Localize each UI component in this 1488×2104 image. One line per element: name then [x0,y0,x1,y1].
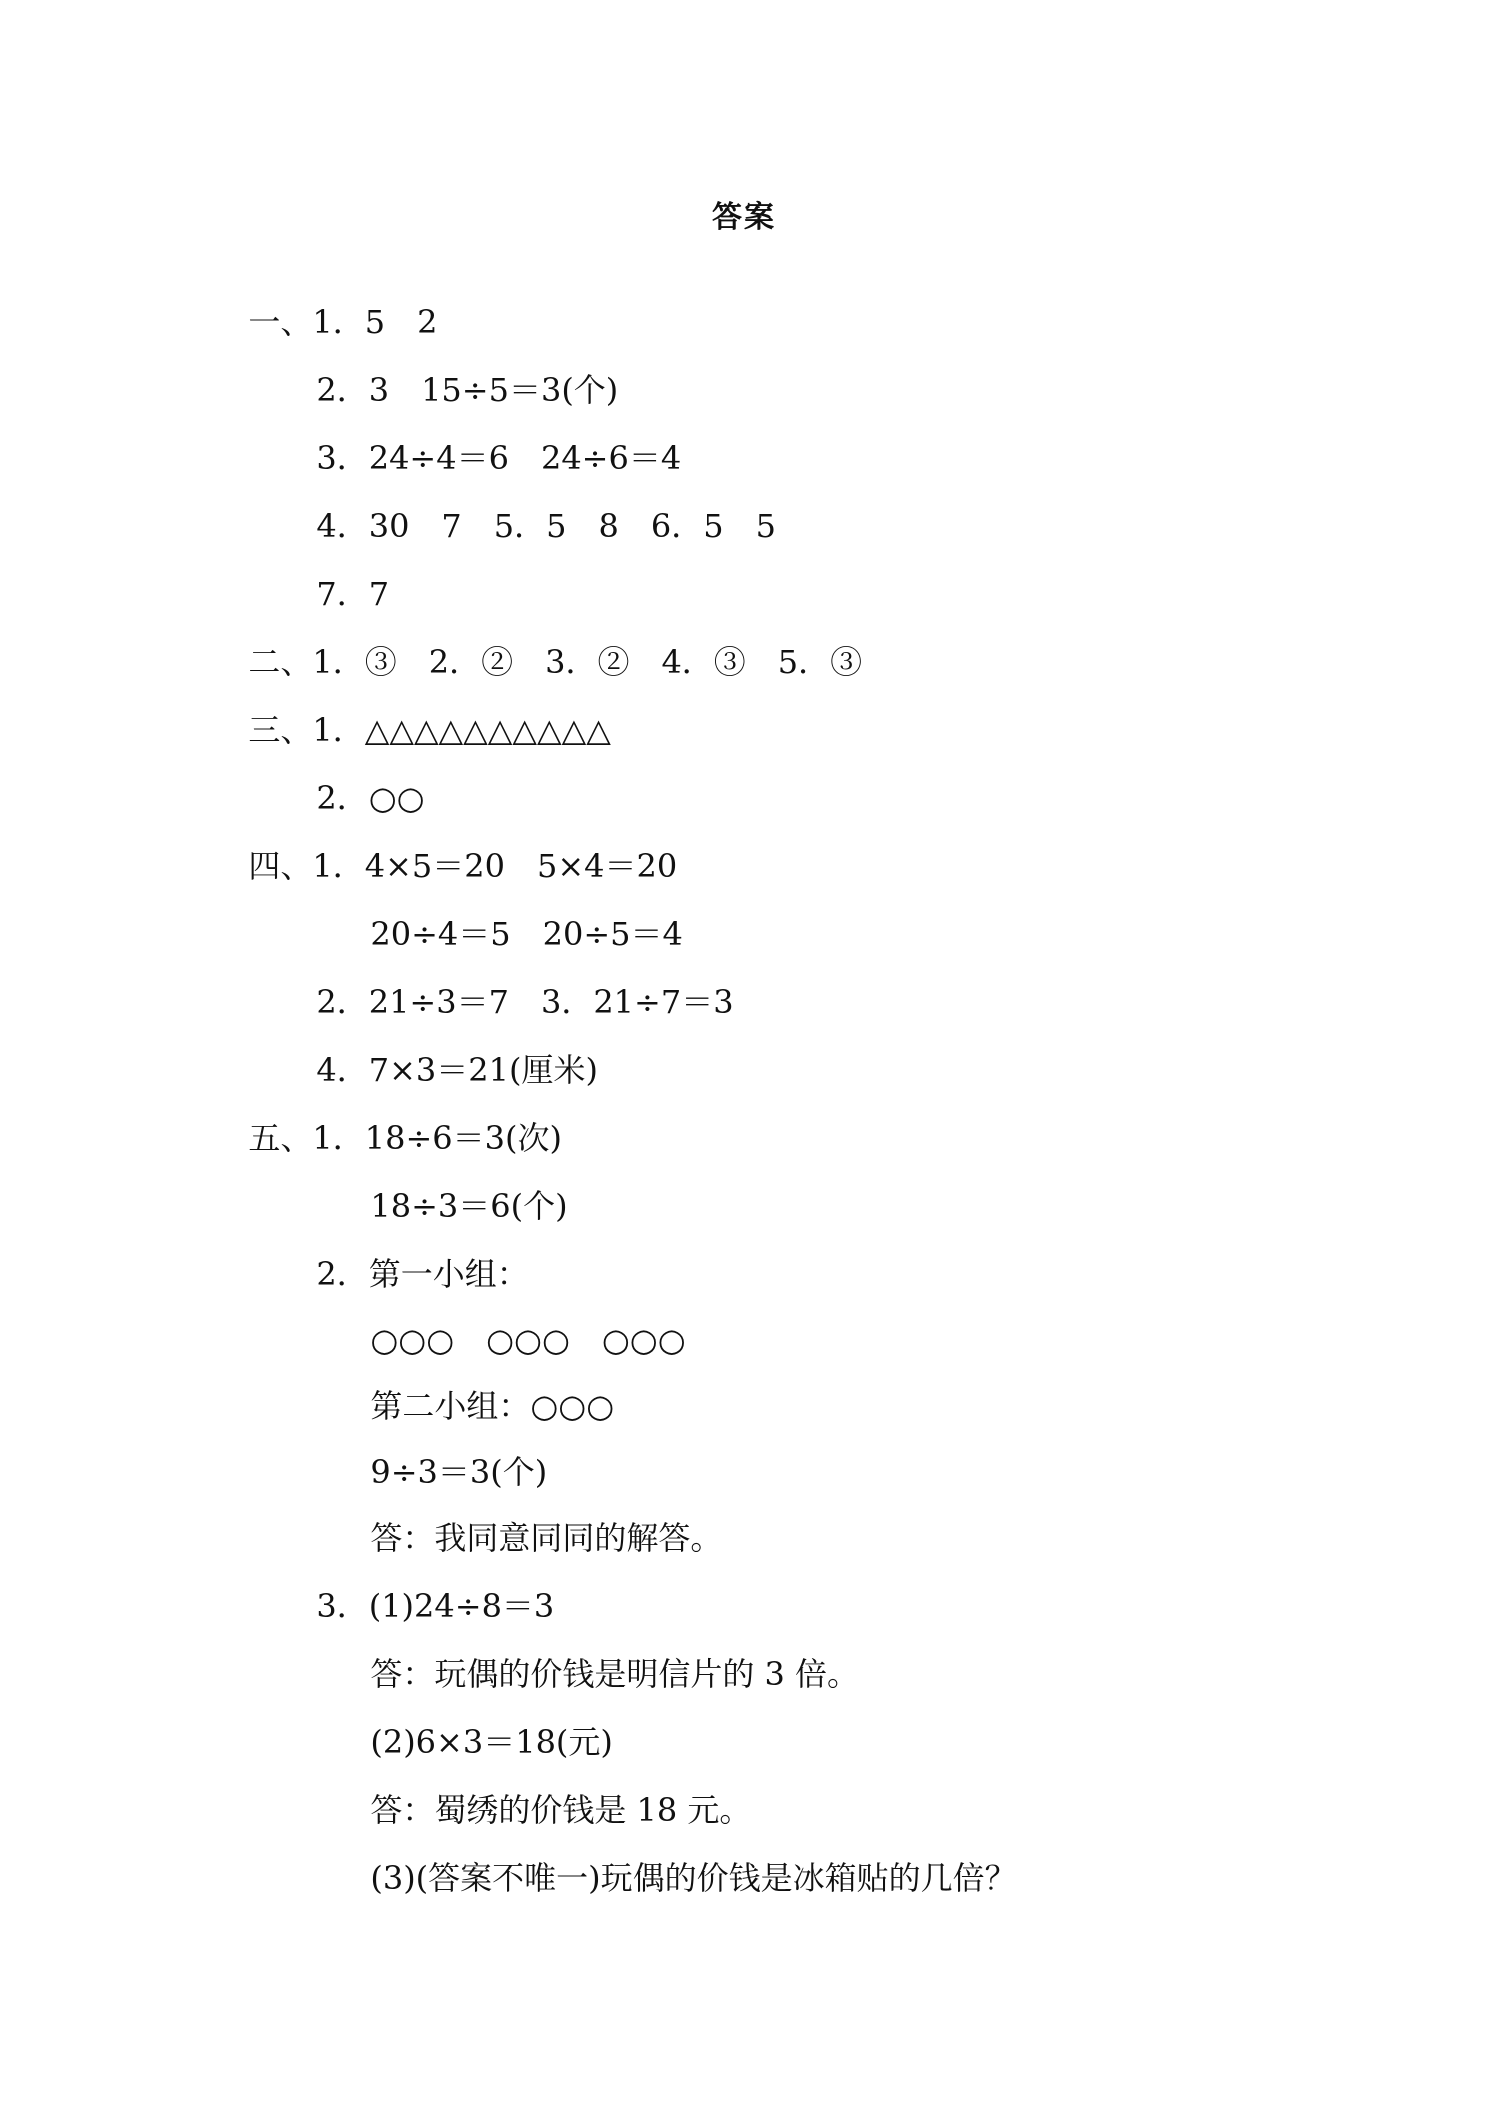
section-marker: 五、 [248,1119,313,1157]
answer-text: 1．△△△△△△△△△△ [312,711,611,749]
answer-text: 1．③ 2．② 3．② 4．③ 5．③ [312,643,863,681]
answer-text: 3．(1)24÷8＝3 [316,1587,555,1625]
section-marker: 一、 [248,303,313,341]
answer-text: 1．18÷6＝3(次) [312,1119,562,1157]
answer-text: 20÷4＝5 20÷5＝4 [370,915,683,953]
answer-text: 2．21÷3＝7 3．21÷7＝3 [316,983,734,1021]
answer-text: (3)(答案不唯一)玩偶的价钱是冰箱贴的几倍？ [370,1859,1017,1897]
answer-text: 2．3 15÷5＝3(个) [316,371,619,409]
answer-text: 答：我同意同同的解答。 [370,1519,723,1557]
answer-text: 答：蜀绣的价钱是 18 元。 [370,1791,752,1829]
answer-text: 1．4×5＝20 5×4＝20 [312,847,678,885]
answer-text: 4．30 7 5．5 8 6．5 5 [316,507,776,545]
answer-text: 18÷3＝6(个) [370,1187,568,1225]
answer-text: 4．7×3＝21(厘米) [316,1051,598,1089]
answer-text: 3．24÷4＝6 24÷6＝4 [316,439,682,477]
answer-text: ○○○ ○○○ ○○○ [370,1321,686,1359]
page-title: 答案 [712,200,776,235]
answer-line-24 [350,1818,1017,1898]
answer-text: 9÷3＝3(个) [370,1453,548,1491]
answer-text: 2．第一小组： [316,1255,529,1293]
answer-text: 答：玩偶的价钱是明信片的 3 倍。 [370,1655,860,1693]
answer-text: 7．7 [316,575,390,613]
section-marker: 二、 [248,643,313,681]
answer-text: 2．○○ [316,779,425,817]
section-marker: 三、 [248,711,313,749]
answer-text: 第二小组：○○○ [370,1387,615,1425]
answer-text: (2)6×3＝18(元) [370,1723,613,1761]
answer-text: 1．5 2 [312,303,438,341]
section-marker: 四、 [248,847,313,885]
